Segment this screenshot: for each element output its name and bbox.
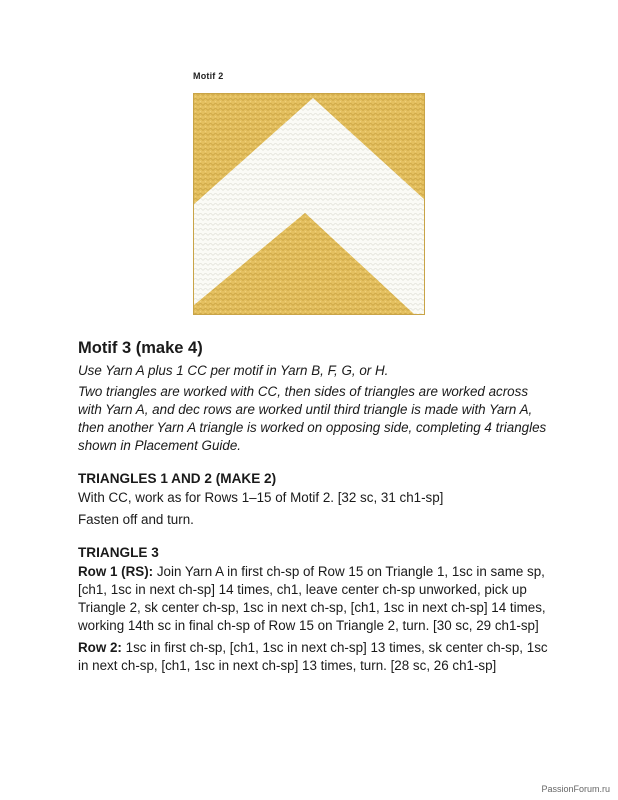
row-2-label: Row 2:	[78, 640, 122, 655]
motif-3-title: Motif 3 (make 4)	[78, 339, 203, 357]
figure-caption: Motif 2	[193, 71, 224, 81]
row-1-text: Join Yarn A in first ch-sp of Row 15 on Triangle 1, 1sc in same sp, [ch1, 1sc in next ch-sp] 14 times, ch1, leave center ch-sp unworked, pick up Triangle 2, sk center ch-sp, 1sc in next ch-sp, [ch1, 1sc in next ch-sp] 14 times, working 14th sc in final ch-sp of Row 15 on Triangle 2, turn. [30 sc, 29 ch1-sp]	[78, 564, 546, 633]
triangles-1-2-heading: TRIANGLES 1 AND 2 (MAKE 2)	[78, 471, 277, 486]
triangles-1-2-fasten-off: Fasten off and turn.	[78, 512, 194, 527]
motif-3-intro-method: Two triangles are worked with CC, then sides of triangles are worked across with Yarn A, and dec rows are worked until third triangle is made with Yarn A, then another Yarn A triangle is worked on opposing side, completing 4 triangles shown in Placement Guide.	[78, 384, 547, 453]
triangle-3-row-1	[78, 563, 548, 635]
triangle-3-row-2	[78, 639, 548, 675]
motif-3-intro-yarn: Use Yarn A plus 1 CC per motif in Yarn B, F, G, or H.	[78, 363, 389, 378]
row-1-label: Row 1 (RS):	[78, 564, 154, 579]
triangle-3-heading: TRIANGLE 3	[78, 545, 159, 560]
pattern-instructions	[78, 337, 548, 675]
watermark-footer: PassionForum.ru	[541, 784, 610, 794]
row-2-text: 1sc in first ch-sp, [ch1, 1sc in next ch-sp] 13 times, sk center ch-sp, 1sc in next ch-sp, [ch1, 1sc in next ch-sp] 13 times, turn. [28 sc, 26 ch1-sp]	[78, 640, 548, 673]
motif-2-swatch-image	[193, 93, 425, 315]
triangles-1-2-instruction: With CC, work as for Rows 1–15 of Motif 2. [32 sc, 31 ch1-sp]	[78, 490, 444, 505]
